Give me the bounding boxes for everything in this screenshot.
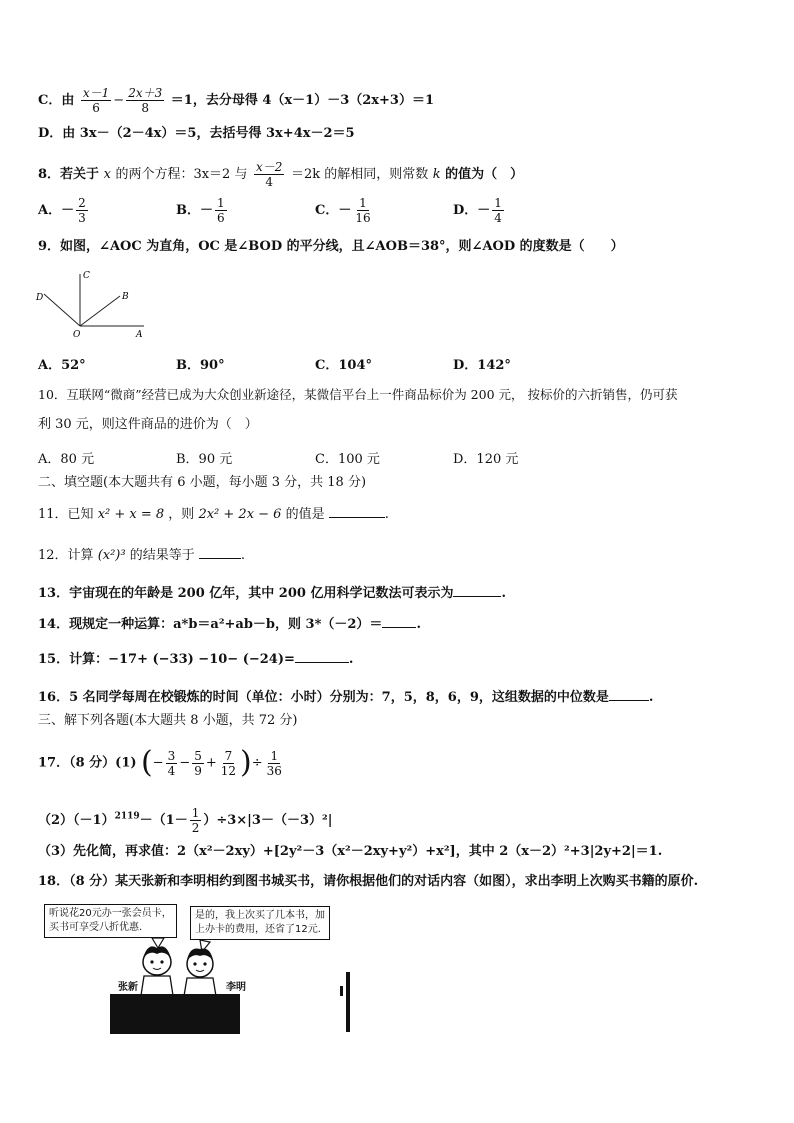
q11-expr: x² + x = 8 — [97, 507, 165, 522]
q12-text: 的结果等于 — [129, 548, 195, 563]
speech-bubble-left: 听说花20元办一张会员卡， 买书可享受八折优惠. — [44, 904, 177, 938]
q11-text: ，则 — [168, 507, 195, 522]
q15-text: 15．计算：−17+ (−33) −10− (−24)= — [38, 652, 295, 667]
q17-label: 17．（8 分）(1) — [38, 755, 137, 771]
q11-text: 11．已知 — [38, 507, 94, 522]
name-label-right: 李明 — [226, 982, 246, 993]
option-c-line: C．由 $\frac{x-1}{6}$ − $\frac{2x+3}{8}$ ＝1，去分母得 4（x－1）－3（2x+3）＝1 — [38, 86, 435, 115]
question-10-line2: 利 30 元，则这件商品的进价为（ ） — [38, 417, 258, 432]
q13-text: 13．宇宙现在的年龄是 200 亿年，其中 200 亿用科学记数法可表示为 — [38, 586, 454, 601]
q12-expr: (x²)³ — [97, 548, 126, 563]
q8-option-c: C．－ $\frac{1}{16}$ — [315, 196, 371, 225]
question-10-line1: 10．互联网“微商”经营已成为大众创业新途径，某微信平台上一件商品标价为 200 元， 按标价的六折销售，仍可获 — [38, 387, 678, 402]
dialogue-cartoon — [40, 902, 360, 1042]
var-k: k — [432, 167, 441, 182]
answer-blank[interactable] — [609, 688, 649, 701]
q8-text: 8．若关于 — [38, 167, 100, 182]
fraction: $\frac{x-2}{4}$ — [256, 160, 283, 189]
question-13: 13．宇宙现在的年龄是 200 亿年，其中 200 亿用科学记数法可表示为 . — [38, 586, 506, 601]
question-17-part3: （3）先化简，再求值：2（x²－2xy）+[2y²－3（x²－2xy+y²）+x²]，其中 2（x－2）²+3|2y+2|＝1. — [38, 844, 663, 859]
name-label-left: 张新 — [118, 982, 138, 993]
question-8 — [38, 160, 523, 189]
q14-text: 14．现规定一种运算：a*b＝a²+ab－b，则 3*（－2）＝ — [38, 617, 383, 632]
answer-blank[interactable] — [199, 546, 241, 559]
speech-bubble-right: 是的，我上次买了几本书，加 上办卡的费用，还省了12元. — [190, 906, 330, 940]
answer-blank[interactable] — [329, 505, 385, 518]
q10-option-b: B．90 元 — [176, 452, 233, 467]
q8-text: 的值为（ ） — [445, 167, 524, 182]
q8-option-a: A．－ $\frac{2}{3}$ — [38, 196, 86, 225]
q12-text: 12．计算 — [38, 548, 94, 563]
q9-option-b: B．90° — [176, 358, 225, 373]
label-o: O — [73, 330, 81, 340]
option-c-label: C．由 — [38, 93, 75, 108]
q8-option-b: B．－ $\frac{1}{6}$ — [176, 196, 225, 225]
section-2-heading: 二、填空题(本大题共有 6 小题，每小题 3 分，共 18 分) — [38, 475, 367, 490]
answer-blank[interactable] — [453, 584, 501, 597]
label-d: D — [36, 293, 44, 303]
q10-option-d: D．120 元 — [453, 452, 519, 467]
q8-text: 的两个方程：3x＝2 与 — [115, 167, 248, 182]
cartoon-drawing — [40, 902, 360, 1042]
q8-option-d: D．－ $\frac{1}{4}$ — [453, 196, 502, 225]
var-x: x — [103, 167, 111, 182]
left-paren: ( — [141, 745, 153, 780]
answer-blank[interactable] — [382, 615, 416, 628]
question-14: 14．现规定一种运算：a*b＝a²+ab－b，则 3*（－2）＝ . — [38, 617, 421, 632]
label-a: A — [136, 330, 143, 340]
section-3-heading: 三、解下列各题(本大题共 8 小题，共 72 分) — [38, 713, 298, 728]
question-17-part1: 17．（8 分）(1) (− $\frac{3}{4}$ − $\frac{5}{9}$ + $\frac{7}{12}$ )÷ $\frac{1}{36}$ — [38, 745, 282, 780]
question-18: 18．（8 分）某天张新和李明相约到图书城买书，请你根据他们的对话内容（如图），求出李明上次购买书籍的原价. — [38, 874, 699, 889]
q9-option-c: C．104° — [315, 358, 372, 373]
fraction: $\frac{x-1}{6}$ — [82, 86, 110, 115]
question-9: 9．如图，∠AOC 为直角，OC 是∠BOD 的平分线，且∠AOB＝38°，则∠AOD 的度数是（ ） — [38, 239, 624, 254]
label-b: B — [122, 292, 129, 302]
q9-option-d: D．142° — [453, 358, 511, 373]
answer-blank[interactable] — [295, 650, 349, 663]
question-15: 15．计算：−17+ (−33) −10− (−24)= . — [38, 652, 354, 667]
q8-text: ＝2k 的解相同，则常数 — [290, 167, 429, 182]
label-c: C — [83, 271, 90, 281]
q10-option-a: A．80 元 — [38, 452, 95, 467]
question-12: 12．计算 (x²)³ 的结果等于 . — [38, 548, 246, 563]
angle-figure — [34, 268, 150, 340]
question-11: 11．已知 x² + x = 8 ，则 2x² + 2x − 6 的值是 . — [38, 507, 389, 522]
q9-option-a: A．52° — [38, 358, 86, 373]
right-paren: ) — [240, 745, 252, 780]
question-17-part2: $(2)(-1)^{2119}-(1-$ $\frac{1}{2}$ ）÷3×|3－（－3）²| — [38, 806, 333, 835]
q11-text: 的值是 — [285, 507, 325, 522]
option-d-line: D．由 3x－（2－4x）＝5，去括号得 3x+4x－2＝5 — [38, 126, 355, 141]
q11-expr: 2x² + 2x − 6 — [198, 507, 282, 522]
option-c-text: ＝1，去分母得 4（x－1）－3（2x+3）＝1 — [170, 93, 435, 108]
fraction: $\frac{2x+3}{8}$ — [128, 86, 163, 115]
q16-text: 16．5 名同学每周在校锻炼的时间（单位：小时）分别为：7，5，8，6，9，这组数据的中位数是 — [38, 690, 609, 705]
q10-option-c: C．100 元 — [315, 452, 380, 467]
question-16: 16．5 名同学每周在校锻炼的时间（单位：小时）分别为：7，5，8，6，9，这组数据的中位数是 . — [38, 690, 654, 705]
